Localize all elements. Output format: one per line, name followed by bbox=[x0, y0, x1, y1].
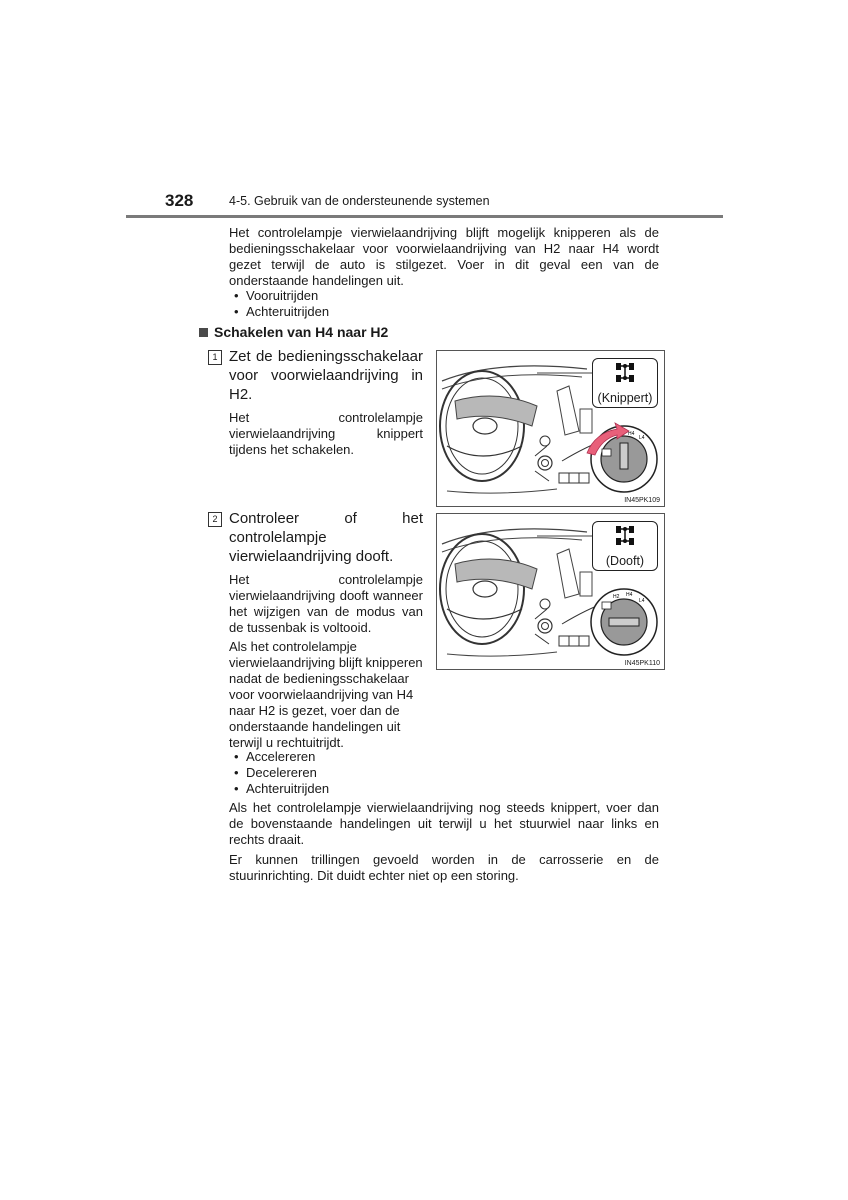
step-2-note-1: Het controlelampje vierwielaandrijving dooft wanneer het wijzigen van de modus van de tussenbak is voltooid. bbox=[229, 572, 423, 635]
step-2-text: Controleer of het controlelampje vierwielaandrijving dooft. bbox=[229, 510, 423, 565]
square-bullet-icon bbox=[199, 328, 208, 337]
indicator-label: (Knippert) bbox=[597, 391, 653, 405]
intro-bullet-list bbox=[229, 288, 629, 320]
step-number-badge: 1 bbox=[208, 350, 222, 365]
subheading bbox=[199, 324, 388, 340]
subheading-text: Schakelen van H4 naar H2 bbox=[214, 324, 389, 340]
list-item: • Accelereren bbox=[229, 749, 423, 765]
indicator-panel bbox=[592, 521, 658, 571]
outro-paragraph-2: Er kunnen trillingen gevoeld worden in de carrosserie en de stuurinrichting. Dit duidt echter niet op een storing. bbox=[229, 852, 659, 883]
indicator-panel bbox=[592, 358, 658, 408]
figure-code: IN45PK109 bbox=[624, 497, 660, 504]
list-item: • Vooruitrijden bbox=[229, 288, 629, 304]
figure-dooft bbox=[436, 513, 665, 670]
figure-knippert bbox=[436, 350, 665, 507]
intro-paragraph: Het controlelampje vierwielaandrijving blijft mogelijk knipperen als de bedieningsschakelaar voor voorwielaandrijving van H2 naar H4 wordt gezet terwijl de auto is stilgezet. Voer in dit geval een van de onderstaande handelingen uit. bbox=[229, 225, 659, 288]
step-2-bullet-list bbox=[229, 749, 423, 797]
outro-paragraph-1: Als het controlelampje vierwielaandrijving nog steeds knippert, voer dan de bovenstaande handelingen uit terwijl u het stuurwiel naar links en rechts draait. bbox=[229, 800, 659, 847]
step-1-text: Zet de bedieningsschakelaar voor voorwielaandrijving in H2. bbox=[229, 348, 423, 403]
step-2-note-2: Als het controlelampje vierwielaandrijving blijft knipperen nadat de bedieningsschakelaar voor voorwielaandrijving van H4 naar H2 is gezet, voer dan de onderstaande handelingen uit terwijl u rechtuitrijdt. bbox=[229, 639, 423, 750]
step-1-note: Het controlelampje vierwielaandrijving knippert tijdens het schakelen. bbox=[229, 410, 423, 457]
four-wheel-drive-icon bbox=[593, 359, 657, 387]
list-item: • Decelereren bbox=[229, 765, 423, 781]
list-item: • Achteruitrijden bbox=[229, 304, 629, 320]
list-item: • Achteruitrijden bbox=[229, 781, 423, 797]
svg-text:L4: L4 bbox=[639, 435, 645, 441]
svg-text:H4: H4 bbox=[628, 431, 635, 437]
four-wheel-drive-icon bbox=[593, 522, 657, 550]
header-rule bbox=[126, 215, 723, 218]
svg-text:H4: H4 bbox=[626, 592, 633, 598]
figure-code: IN45PK110 bbox=[624, 660, 660, 667]
section-title: 4-5. Gebruik van de ondersteunende systemen bbox=[229, 194, 490, 208]
step-number-badge: 2 bbox=[208, 512, 222, 527]
svg-text:H2: H2 bbox=[613, 594, 620, 600]
indicator-label: (Dooft) bbox=[605, 554, 645, 568]
svg-text:L4: L4 bbox=[639, 598, 645, 604]
page-number: 328 bbox=[165, 191, 194, 210]
